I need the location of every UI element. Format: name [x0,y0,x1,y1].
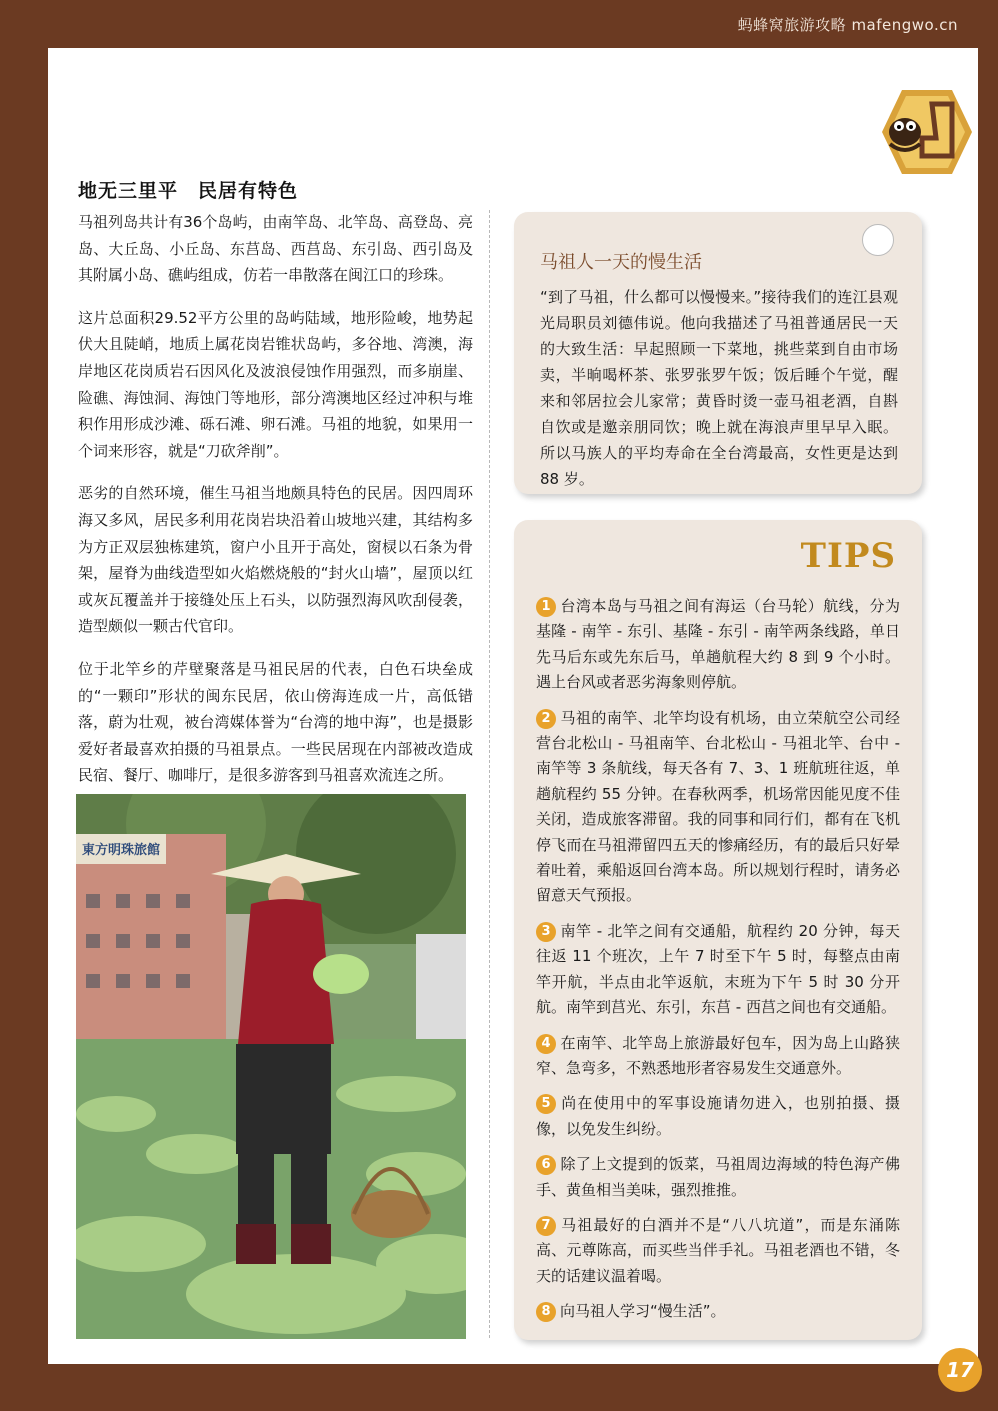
tips-box [514,520,922,1340]
paragraph: 马祖列岛共计有36个岛屿，由南竿岛、北竿岛、高登岛、亮岛、大丘岛、小丘岛、东莒岛、西莒岛、东引岛、西引岛及其附属小岛、礁屿组成，仿若一串散落在闽江口的珍珠。 [78,213,473,285]
section-title: 地无三里平 民居有特色 [78,180,299,202]
tip-text: 除了上文提到的饭菜，马祖周边海域的特色海产佛手、黄鱼相当美味，强烈推推。 [536,1155,900,1199]
tip-text: 台湾本岛与马祖之间有海运（台马轮）航线，分为基隆 - 南竿 - 东引、基隆 - 东引 - 南竿两条线路，单日先马后东或先东后马，单趟航程大约 8 到 9 个小时。遇上台风或者恶劣海象则停航。 [536,597,900,692]
tips-list [536,594,900,1335]
tip-item [536,1152,900,1203]
tip-text: 马祖最好的白酒并不是“八八坑道”，而是东涌陈高、元尊陈高，而买些当伴手礼。马祖老酒也不错，冬天的话建议温着喝。 [536,1215,900,1285]
page-number: 17 [938,1348,982,1392]
tip-text: 向马祖人学习“慢生活”。 [560,1302,726,1321]
paragraph: 这片总面积29.52平方公里的岛屿陆域，地形险峻，地势起伏大且陡峭，地质上属花岗岩锥状岛屿，多谷地、湾澳，海岸地区花岗质岩石因风化及波浪侵蚀作用强烈，而多崩崖、险礁、海蚀洞、海蚀门等地形，部分湾澳地区经过冲积与堆积作用形成沙滩、砾石滩、卵石滩。马祖的地貌，如果用一个词来形容，就是“刀砍斧削”。 [78,308,473,460]
tip-number-icon: 1 [536,597,556,617]
tip-number-icon: 5 [536,1094,556,1114]
paragraph: 恶劣的自然环境，催生马祖当地颇具特色的民居。因四周环海又多风，居民多利用花岗岩块沿着山坡地兴建，其结构多为方正双层独栋建筑，窗户小且开于高处，窗棂以石条为骨架，屋脊为曲线造型如火焰燃烧般的“封火山墙”，屋顶以红或灰瓦覆盖并于接缝处压上石头，以防强烈海风吹刮侵袭，造型颇似一颗古代官印。 [78,484,473,636]
tips-title: TIPS [800,536,896,576]
tip-item [536,1213,900,1289]
header-brand: 蚂蜂窝旅游攻略 mafengwo.cn [737,16,958,34]
circle-decoration-icon [862,224,894,256]
tip-text: 马祖的南竿、北竿均设有机场，由立荣航空公司经营台北松山 - 马祖南竿、台北松山 - 马祖北竿、台中 - 南竿等 3 条航线，每天各有 7、3、1 班航班往返，单趟航程约 55 分钟。在春秋两季，机场常因能见度不佳关闭，造成旅客滞留。我的同事和同行们，都有在飞机停飞而在马祖滞留四五天的惨痛经历，有的最后只好晕着吐着，乘船返回台湾本岛。所以规划行程时，请务必留意天气预报。 [536,708,900,905]
farmer-photo [76,794,466,1339]
slow-life-title: 马祖人一天的慢生活 [540,252,702,273]
farmer-photo-illustration [76,794,466,1339]
slow-life-box [514,212,922,494]
tip-item [536,919,900,1021]
bee-hex-logo-icon [872,86,972,178]
tip-number-icon: 6 [536,1155,556,1175]
page [48,48,978,1364]
tip-item [536,706,900,909]
tip-number-icon: 8 [536,1302,556,1322]
tip-text: 尚在使用中的军事设施请勿进入，也别拍摄、摄像，以免发生纠纷。 [536,1094,900,1138]
tip-item [536,1091,900,1142]
column-divider [489,210,490,1338]
slow-life-text: “到了马祖，什么都可以慢慢来。”接待我们的连江县观光局职员刘德伟说。他向我描述了马祖普通居民一天的大致生活：早起照顾一下菜地，挑些菜到自由市场卖，半晌喝杯茶、张罗张罗午饭；饭后睡个午觉，醒来和邻居拉会儿家常；黄昏时烫一壶马祖老酒，自斟自饮或是邀亲朋同饮；晚上就在海浪声里早早入眠。所以马族人的平均寿命在全台湾最高，女性更是达到 88 岁。 [540,288,898,488]
tip-number-icon: 2 [536,709,556,729]
tip-text: 在南竿、北竿岛上旅游最好包车，因为岛上山路狭窄、急弯多，不熟悉地形者容易发生交通意外。 [536,1033,900,1077]
tip-item [536,594,900,696]
tip-text: 南竿 - 北竿之间有交通船，航程约 20 分钟，每天往返 11 个班次，上午 7 时至下午 5 时，每整点由南竿开航，半点由北竿返航，末班为下午 5 时 30 分开航。南竿到莒光、东引，东莒 - 西莒之间也有交通船。 [536,921,900,1017]
tip-item [536,1031,900,1082]
left-column [78,176,473,805]
tip-item [536,1299,900,1324]
hotel-sign: 東方明珠旅館 [82,843,161,858]
paragraph: 位于北竿乡的芹壁聚落是马祖民居的代表，白色石块垒成的“一颗印”形状的闽东民居，依山傍海连成一片，高低错落，蔚为壮观，被台湾媒体誉为“台湾的地中海”，也是摄影爱好者最喜欢拍摄的马祖景点。一些民居现在内部被改造成民宿、餐厅、咖啡厅，是很多游客到马祖喜欢流连之所。 [78,659,473,785]
tip-number-icon: 4 [536,1034,556,1054]
tip-number-icon: 3 [536,922,556,942]
tip-number-icon: 7 [536,1216,556,1236]
